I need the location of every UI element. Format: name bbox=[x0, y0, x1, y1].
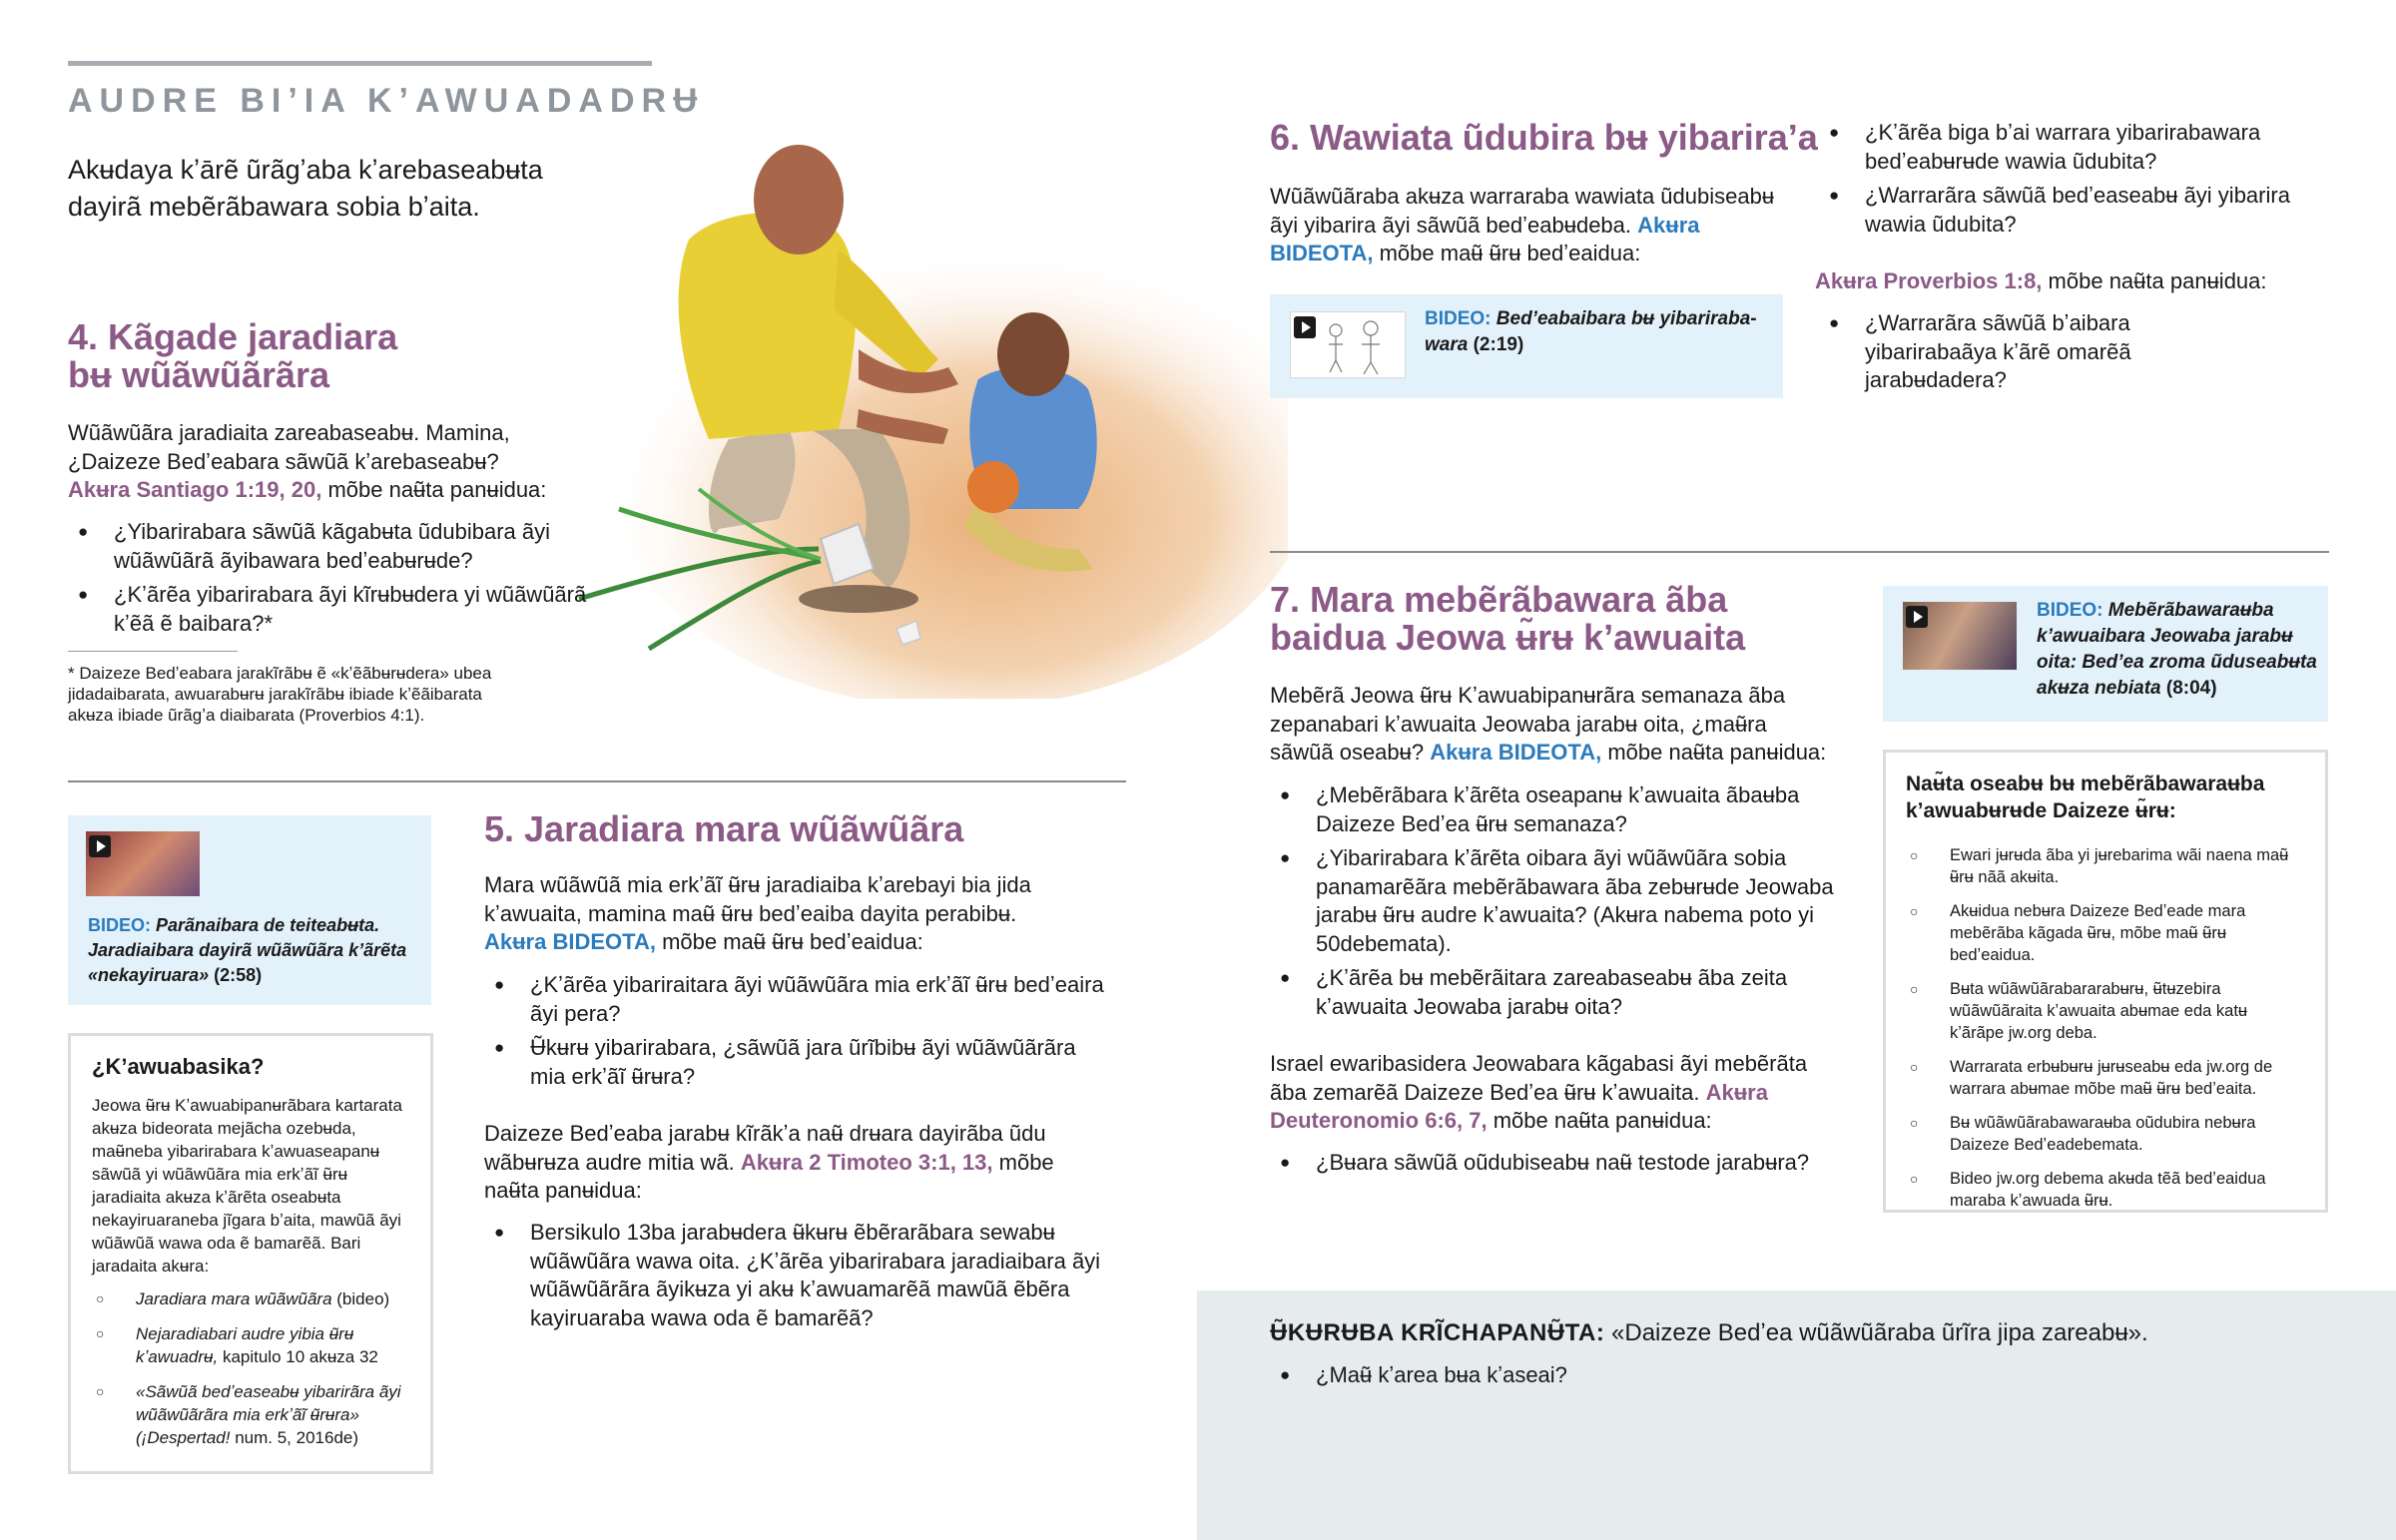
video-caption bbox=[2037, 598, 2318, 702]
video-box-respect[interactable] bbox=[1270, 294, 1783, 398]
did-you-know-item-3-note: num. 5, 2016de) bbox=[235, 1428, 359, 1447]
family-tips-list bbox=[1906, 844, 2305, 1224]
did-you-know-title: ¿Kʼawuabasika? bbox=[92, 1054, 265, 1079]
section-5-question-1: ● ¿Kʼãrẽa yibariraitara ãyi wũãwũãra mia erkʼãĩ ʉ̃rʉ bedʼeaira ãyi pera? bbox=[484, 971, 1108, 1028]
did-you-know-text: Jeowa ʉ̃rʉ Kʼawuabipanʉrãbara kartarata akʉza bideorata mejãcha ozebʉda, maʉ̃neba yibarirabara kʼawuaseapanʉ sãwũã yi wũãwũãra mia erkʼãĩ ʉ̃rʉ jaradiaita akʉza kʼãrẽta oseabʉta nekayiruaraneba jĩgara bʼaita, mawũã ãyi wũãwũã wawa oda ẽ bamarẽã. Bari jaradaita akʉra: bbox=[92, 1096, 402, 1276]
video-label: BIDEO: bbox=[2037, 600, 2103, 621]
section-5-question-2: ● Ʉ̃kʉrʉ yibarirabara, ¿sãwũã jara ũrĩbibʉ ãyi wũãwũãrãra mia erkʼãĩ ʉ̃rʉra? bbox=[484, 1034, 1108, 1091]
section-4-footnote: * Daizeze Bedʼeabara jarakĩrãbʉ ẽ «kʼẽãbʉrʉdera» ubea jidadaibarata, awuarabʉrʉ jarakĩrãbʉ ibiade kʼẽãibarata akʉza ibiade ũrãgʼa diaibarata (Proverbios 4:1). bbox=[68, 664, 492, 725]
section-5-ref-1-after: mõbe maʉ̃ ʉ̃rʉ bedʼeaidua: bbox=[655, 929, 923, 954]
video-title: Parãnaibara de teiteabʉta. Jaradiaibara dayirã wũãwũãra kʼãrẽta «nekayiruara» bbox=[88, 915, 407, 985]
section-5-paragraph-1 bbox=[484, 871, 1103, 957]
section-7-question-1: ● ¿Mebẽrãbara kʼãrẽta oseapanʉ kʼawuaita ãbaʉba Daizeze Bedʼea ʉ̃rʉ semanaza? bbox=[1270, 781, 1839, 838]
header-rule bbox=[68, 61, 652, 66]
section-7-heading bbox=[1270, 581, 1745, 657]
section-4-heading-line2: bʉ wũãwũãrãra bbox=[68, 354, 330, 395]
section-6-scripture-ref: Akʉra Proverbios 1:8, bbox=[1815, 268, 2043, 293]
section-7-heading-line1: 7. Mara mebẽrãbawara ãba bbox=[1270, 579, 1728, 620]
family-tip-6: ○ Bideo jw.org debema akʉda tẽã bedʼeaidua maraba kʼawuada ʉ̃rʉ. bbox=[1906, 1168, 2305, 1212]
section-7-video-ref: Akʉra BIDEOTA, bbox=[1430, 740, 1602, 765]
video-label: BIDEO: bbox=[88, 915, 151, 935]
section-5-scripture-ref: Akʉra 2 Timoteo 3:1, 13, bbox=[740, 1149, 993, 1175]
footnote-rule bbox=[68, 651, 238, 652]
intro-text: Akʉdaya kʼārẽ ũrãgʼaba kʼarebaseabʉta dayirã mebẽrãbawara sobia bʼaita. bbox=[68, 155, 543, 222]
section-4-paragraph bbox=[68, 419, 587, 505]
video-duration: (2:19) bbox=[1473, 334, 1524, 355]
section-5-video-ref: Akʉra BIDEOTA, bbox=[484, 929, 656, 954]
video-duration: (8:04) bbox=[2165, 678, 2217, 699]
family-tips-card bbox=[1883, 750, 2328, 1213]
section-4-heading-line1: 4. Kãgade jaradiara bbox=[68, 316, 398, 357]
video-thumbnail-sketch[interactable] bbox=[1290, 311, 1406, 378]
section-7-question-4: ● ¿Bʉara sãwũã oũdubiseabʉ naʉ̃ testode jarabʉra? bbox=[1270, 1149, 1829, 1178]
section-7-heading-line2: baidua Jeowa ʉ̃rʉ kʼawuaita bbox=[1270, 617, 1746, 658]
section-6-question-1: ● ¿Kʼãrẽa biga bʼai warrara yibarirabawara bedʼeabʉrʉde wawia ũdubita? bbox=[1819, 119, 2338, 176]
section-6-paragraph-2 bbox=[1815, 267, 2334, 296]
section-6-ref-1-after: mõbe maʉ̃ ʉ̃rʉ bedʼeaidua: bbox=[1373, 241, 1641, 265]
section-6-questions-1 bbox=[1819, 119, 2338, 245]
video-thumbnail[interactable] bbox=[86, 831, 200, 896]
did-you-know-item-1-note: (bideo) bbox=[331, 1289, 390, 1308]
section-7-questions-1 bbox=[1270, 781, 1839, 1027]
family-tips-title: Naʉ̃ta oseabʉ bʉ mebẽrãbawaraʉba kʼawuabʉrʉde Daizeze ʉ̃rʉ: bbox=[1906, 772, 2265, 822]
family-tip-1: ○ Ewari jʉrʉda ãba yi jʉrebarima wãi naena maʉ̃ ʉ̃rʉ nãã akʉita. bbox=[1906, 844, 2305, 888]
summary-text: «Daizeze Bedʼea wũãwũãraba ũrĩra jipa zareabʉ». bbox=[1604, 1319, 2148, 1346]
section-7-ref-2-after: mõbe naʉ̃ta panʉidua: bbox=[1487, 1108, 1712, 1133]
section-7-text-2: Israel ewaribasidera Jeowabara kãgabasi ãyi mebẽrãta ãba zemarẽã Daizeze Bedʼea ʉ̃rʉ kʼawuaita. bbox=[1270, 1051, 1808, 1105]
video-title: Mebẽrãbawaraʉba kʼawuaibara Jeowaba jarabʉ oita: Bedʼea zroma ũduseabʉta akʉza nebiata bbox=[2037, 600, 2317, 699]
video-caption bbox=[88, 913, 417, 988]
summary-label: Ʉ̃KɄRɄBA KRĨCHAPANɄ̃TA: bbox=[1270, 1319, 1605, 1346]
section-4-question-2: ● ¿Kʼãrẽa yibarirabara ãyi kĩrʉbʉdera yi wũãwũãrã kʼẽã ẽ baibara?* bbox=[68, 581, 587, 638]
section-5-ref-2-after: mõbe naʉ̃ta panʉidua: bbox=[484, 1149, 1054, 1203]
section-7-questions-2 bbox=[1270, 1149, 1829, 1184]
summary-statement bbox=[1270, 1317, 2368, 1349]
section-7-paragraph-2 bbox=[1270, 1050, 1829, 1136]
did-you-know-item-2-title: Nejaradiabari audre yibia ʉ̃rʉ kʼawuadrʉ, bbox=[136, 1324, 354, 1366]
section-7-question-2: ● ¿Yibarirabara kʼãrẽta oibara ãyi wũãwũãra sobia panamarẽãra mebẽrãbawara ãba zebʉrʉde Jeowaba jarabʉ ʉ̃rʉ audre kʼawuaita? (Akʉra nabema poto yi 50debemata). bbox=[1270, 844, 1839, 958]
left-divider bbox=[68, 780, 1126, 782]
section-5-questions-1 bbox=[484, 971, 1108, 1097]
section-5-questions-2 bbox=[484, 1219, 1108, 1338]
section-7-paragraph-1 bbox=[1270, 682, 1829, 768]
play-icon[interactable] bbox=[1906, 606, 1928, 628]
summary-questions bbox=[1270, 1360, 2268, 1396]
section-5-paragraph-2 bbox=[484, 1120, 1108, 1206]
section-4-text: Wũãwũãra jaradiaita zareabaseabʉ. Mamina, ¿Daizeze Bedʼeabara sãwũã kʼarebaseabʉ? bbox=[68, 420, 510, 474]
section-6-video-ref: Akʉra BIDEOTA, bbox=[1270, 212, 1700, 265]
right-divider bbox=[1270, 551, 2329, 553]
section-6-question-3: ● ¿Warrarãra sãwũã bʼaibara yibarirabaãya kʼãrẽ omarẽã jarabʉdadera? bbox=[1819, 309, 2248, 395]
section-5-text-2: Daizeze Bedʼeaba jarabʉ kĩrãkʼa naʉ̃ drʉara dayirãba ũdu wãbʉrʉza audre mitia wã. bbox=[484, 1121, 1046, 1175]
section-7-scripture-ref: Akʉra Deuteronomio 6:6, 7, bbox=[1270, 1079, 1768, 1133]
section-4-heading bbox=[68, 318, 397, 394]
section-7-text-1: Mebẽrã Jeowa ʉ̃rʉ Kʼawuabipanʉrãra semanaza ãba zepanabari kʼawuaita Jeowaba jarabʉ oita, ¿maʉ̃ra sãwũã oseabʉ? bbox=[1270, 683, 1786, 765]
section-6-question-2: ● ¿Warrarãra sãwũã bedʼeaseabʉ ãyi yibarira wawia ũdubita? bbox=[1819, 182, 2338, 239]
section-6-paragraph bbox=[1270, 183, 1789, 268]
did-you-know-item-3-title: «Sãwũã bedʼeaseabʉ yibarirãra ãyi wũãwũãrãra mia erkʼãĩ ʉ̃rʉra» (¡Despertad! bbox=[136, 1382, 401, 1447]
page-title: AUDRE BIʼIA KʼAWUADADRɄ bbox=[68, 82, 705, 120]
family-tip-5: ○ Bʉ wũãwũãrabawaraʉba oũdubira nebʉra Daizeze Bedʼeadebemata. bbox=[1906, 1112, 2305, 1156]
video-label: BIDEO: bbox=[1425, 308, 1492, 329]
did-you-know-item-2-note: kapitulo 10 akʉza 32 bbox=[218, 1347, 378, 1366]
family-tip-2: ○ Akʉidua nebʉra Daizeze Bedʼeade mara mebẽrãba kãgada ʉ̃rʉ, mõbe maʉ̃ ʉ̃rʉ bedʼeaidua. bbox=[1906, 900, 2305, 966]
section-7-question-3: ● ¿Kʼãrẽa bʉ mebẽrãitara zareabaseabʉ ãba zeita kʼawuaita Jeowaba jarabʉ oita? bbox=[1270, 964, 1839, 1021]
section-4-scripture-ref: Akʉra Santiago 1:19, 20, bbox=[68, 477, 322, 502]
video-title: Bedʼeabaibara bʉ yibarirabawara bbox=[1425, 308, 1757, 355]
play-icon[interactable] bbox=[89, 835, 111, 857]
family-tip-3: ○ Bʉta wũãwũãrabararabʉrʉ, ʉ̃tʉzebira wũãwũãraita kʼawuaita abʉmae eda katʉ kʼãrãpe jw.org deba. bbox=[1906, 978, 2305, 1044]
did-you-know-item-3 bbox=[92, 1380, 411, 1449]
section-7-ref-1-after: mõbe naʉ̃ta panʉidua: bbox=[1601, 740, 1827, 765]
section-4-ref-after: mõbe naʉ̃ta panʉidua: bbox=[321, 477, 547, 502]
did-you-know-item-2 bbox=[92, 1322, 411, 1368]
illustration-father-son bbox=[559, 130, 1288, 699]
section-5-heading: 5. Jaradiara mara wũãwũãra bbox=[484, 808, 964, 849]
section-5-text-1: Mara wũãwũã mia erkʼãĩ ʉ̃rʉ jaradiaiba kʼarebayi bia jida kʼawuaita, mamina maʉ̃ ʉ̃rʉ bedʼeaiba dayita perabibʉ. bbox=[484, 872, 1031, 926]
section-4-questions bbox=[68, 518, 587, 644]
section-6-questions-2 bbox=[1819, 309, 2248, 401]
section-5-question-3: ● Bersikulo 13ba jarabʉdera ʉ̃kʉrʉ ẽbẽrarãbara sewabʉ wũãwũãra wawa oita. ¿Kʼãrẽa yibarirabara jaradiaibara ãyi wũãwũãrãra ãyikʉza yi akʉ kʼawuamarẽã mawũã ẽbẽra kayiruaraba wawa oda ẽ bamarẽã? bbox=[484, 1219, 1108, 1332]
did-you-know-item-1 bbox=[92, 1287, 411, 1310]
section-6-heading: 6. Wawiata ũdubira bʉ yibarira’a bbox=[1270, 117, 1818, 158]
summary-question: ● ¿Maʉ̃ kʼarea bʉa kʼaseai? bbox=[1270, 1360, 2268, 1390]
summary-box bbox=[1197, 1290, 2396, 1540]
video-caption bbox=[1425, 306, 1769, 358]
video-duration: (2:58) bbox=[214, 965, 263, 985]
section-6-ref-2-after: mõbe naʉ̃ta panʉidua: bbox=[2042, 268, 2267, 293]
video-box-parents[interactable] bbox=[68, 815, 431, 1005]
video-box-family-worship[interactable] bbox=[1883, 586, 2328, 722]
did-you-know-item-1-title: Jaradiara mara wũãwũãra bbox=[136, 1289, 332, 1308]
did-you-know-list bbox=[92, 1287, 411, 1461]
section-6-text: Wũãwũãraba akʉza warraraba wawiata ũdubiseabʉ ãyi yibarira ãyi sãwũã bedʼeabʉdeba. bbox=[1270, 184, 1775, 238]
did-you-know-card bbox=[68, 1033, 433, 1474]
family-tip-4: ○ Warrarata erbʉbʉrʉ jʉrʉseabʉ eda jw.org de warrara abʉmae mõbe maʉ̃ ʉ̃rʉ bedʼeaita. bbox=[1906, 1056, 2305, 1100]
section-4-question-1: ● ¿Yibarirabara sãwũã kãgabʉta ũdubibara ãyi wũãwũãrã ãyibawara bedʼeabʉrʉde? bbox=[68, 518, 587, 575]
video-thumbnail-family[interactable] bbox=[1903, 602, 2017, 670]
